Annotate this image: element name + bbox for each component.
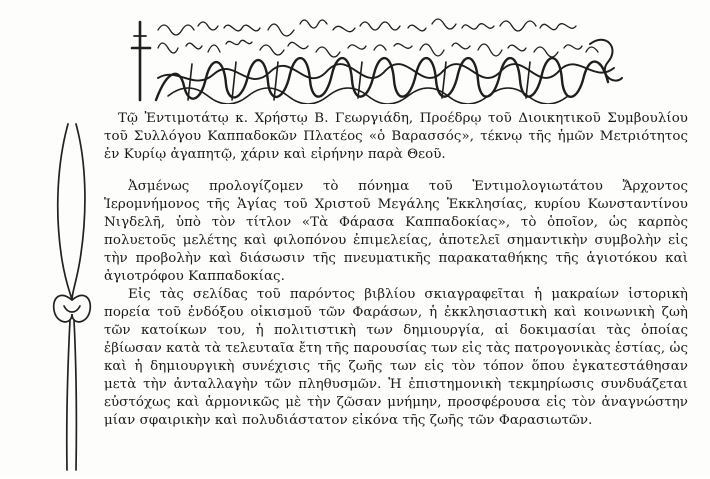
patriarchal-signature xyxy=(128,8,623,104)
body-paragraph: Ἀσμένως προλογίζομεν τὸ πόνημα τοῦ Ἐντιμολογιωτάτου Ἄρχοντος Ἱερομνήμονος τῆς Ἁγίας τοῦ Χριστοῦ Μεγάλης Ἐκκλησίας, κυρίου Κωνσταντίνου Νιγδελῆ, ὑπὸ τὸν τίτλον «Τὰ Φάρασα Καππαδοκίας», τὸ ὁποῖον, ὡς καρπὸς πολυετοῦς μελέτης καὶ φιλοπόνου ἐπιμελείας, ἀποτελεῖ σημαντικὴν συμβολὴν εἰς τὴν προβολὴν καὶ διάσωσιν τῆς πνευματικῆς παρακαταθήκης τῆς ἁγιοτόκου καὶ ἁγιοτρόφου Καππαδοκίας. xyxy=(104,179,688,284)
signature-drawing xyxy=(128,8,623,104)
ribbon-drawing xyxy=(42,120,102,475)
letter-body xyxy=(104,110,688,430)
salutation-paragraph: Τῷ Ἐντιμοτάτῳ κ. Χρήστῳ Β. Γεωργιάδη, Προέδρῳ τοῦ Διοικητικοῦ Συμβουλίου τοῦ Συλλόγου Καππαδοκῶν Πλατέος «ὁ Βαρασσός», τέκνῳ τῆς ἡμῶν Μετριότητος ἐν Κυρίῳ ἀγαπητῷ, χάριν καὶ εἰρήνην παρὰ Θεοῦ. xyxy=(104,111,688,162)
ribbon-cord-ornament xyxy=(42,120,102,475)
body-paragraph: Εἰς τὰς σελίδας τοῦ παρόντος βιβλίου σκιαγραφεῖται ἡ μακραίων ἱστορικὴ πορεία τοῦ ἐνδόξου οἰκισμοῦ τῶν Φαράσων, ἡ ἐκκλησιαστικὴ καὶ κοινωνικὴ ζωὴ τῶν κατοίκων του, ἡ πολιτιστικὴ των δημιουργία, αἱ δοκιμασίαι τὰς ὁποίας ἐβίωσαν κατὰ τὰ τελευταῖα ἔτη τῆς παρουσίας των εἰς τὰς πατρογονικὰς ἑστίας, ὡς καὶ ἡ δημιουργικὴ συνέχισις τῆς ζωῆς των εἰς τὸν τόπον ὅπου ἐγκατεστάθησαν μετὰ τὴν ἀνταλλαγὴν τῶν πληθυσμῶν. Ἡ ἐπιστημονικὴ τεκμηρίωσις συνδυάζεται εὐστόχως καὶ ἁρμονικῶς μὲ τὴν ζῶσαν μνήμην, προσφέρουσα εἰς τὸν ἀναγνώστην μίαν σφαιρικὴν καὶ πολυδιάστατον εἰκόνα τῆς ζωῆς τῶν Φαρασιωτῶν. xyxy=(104,287,688,428)
